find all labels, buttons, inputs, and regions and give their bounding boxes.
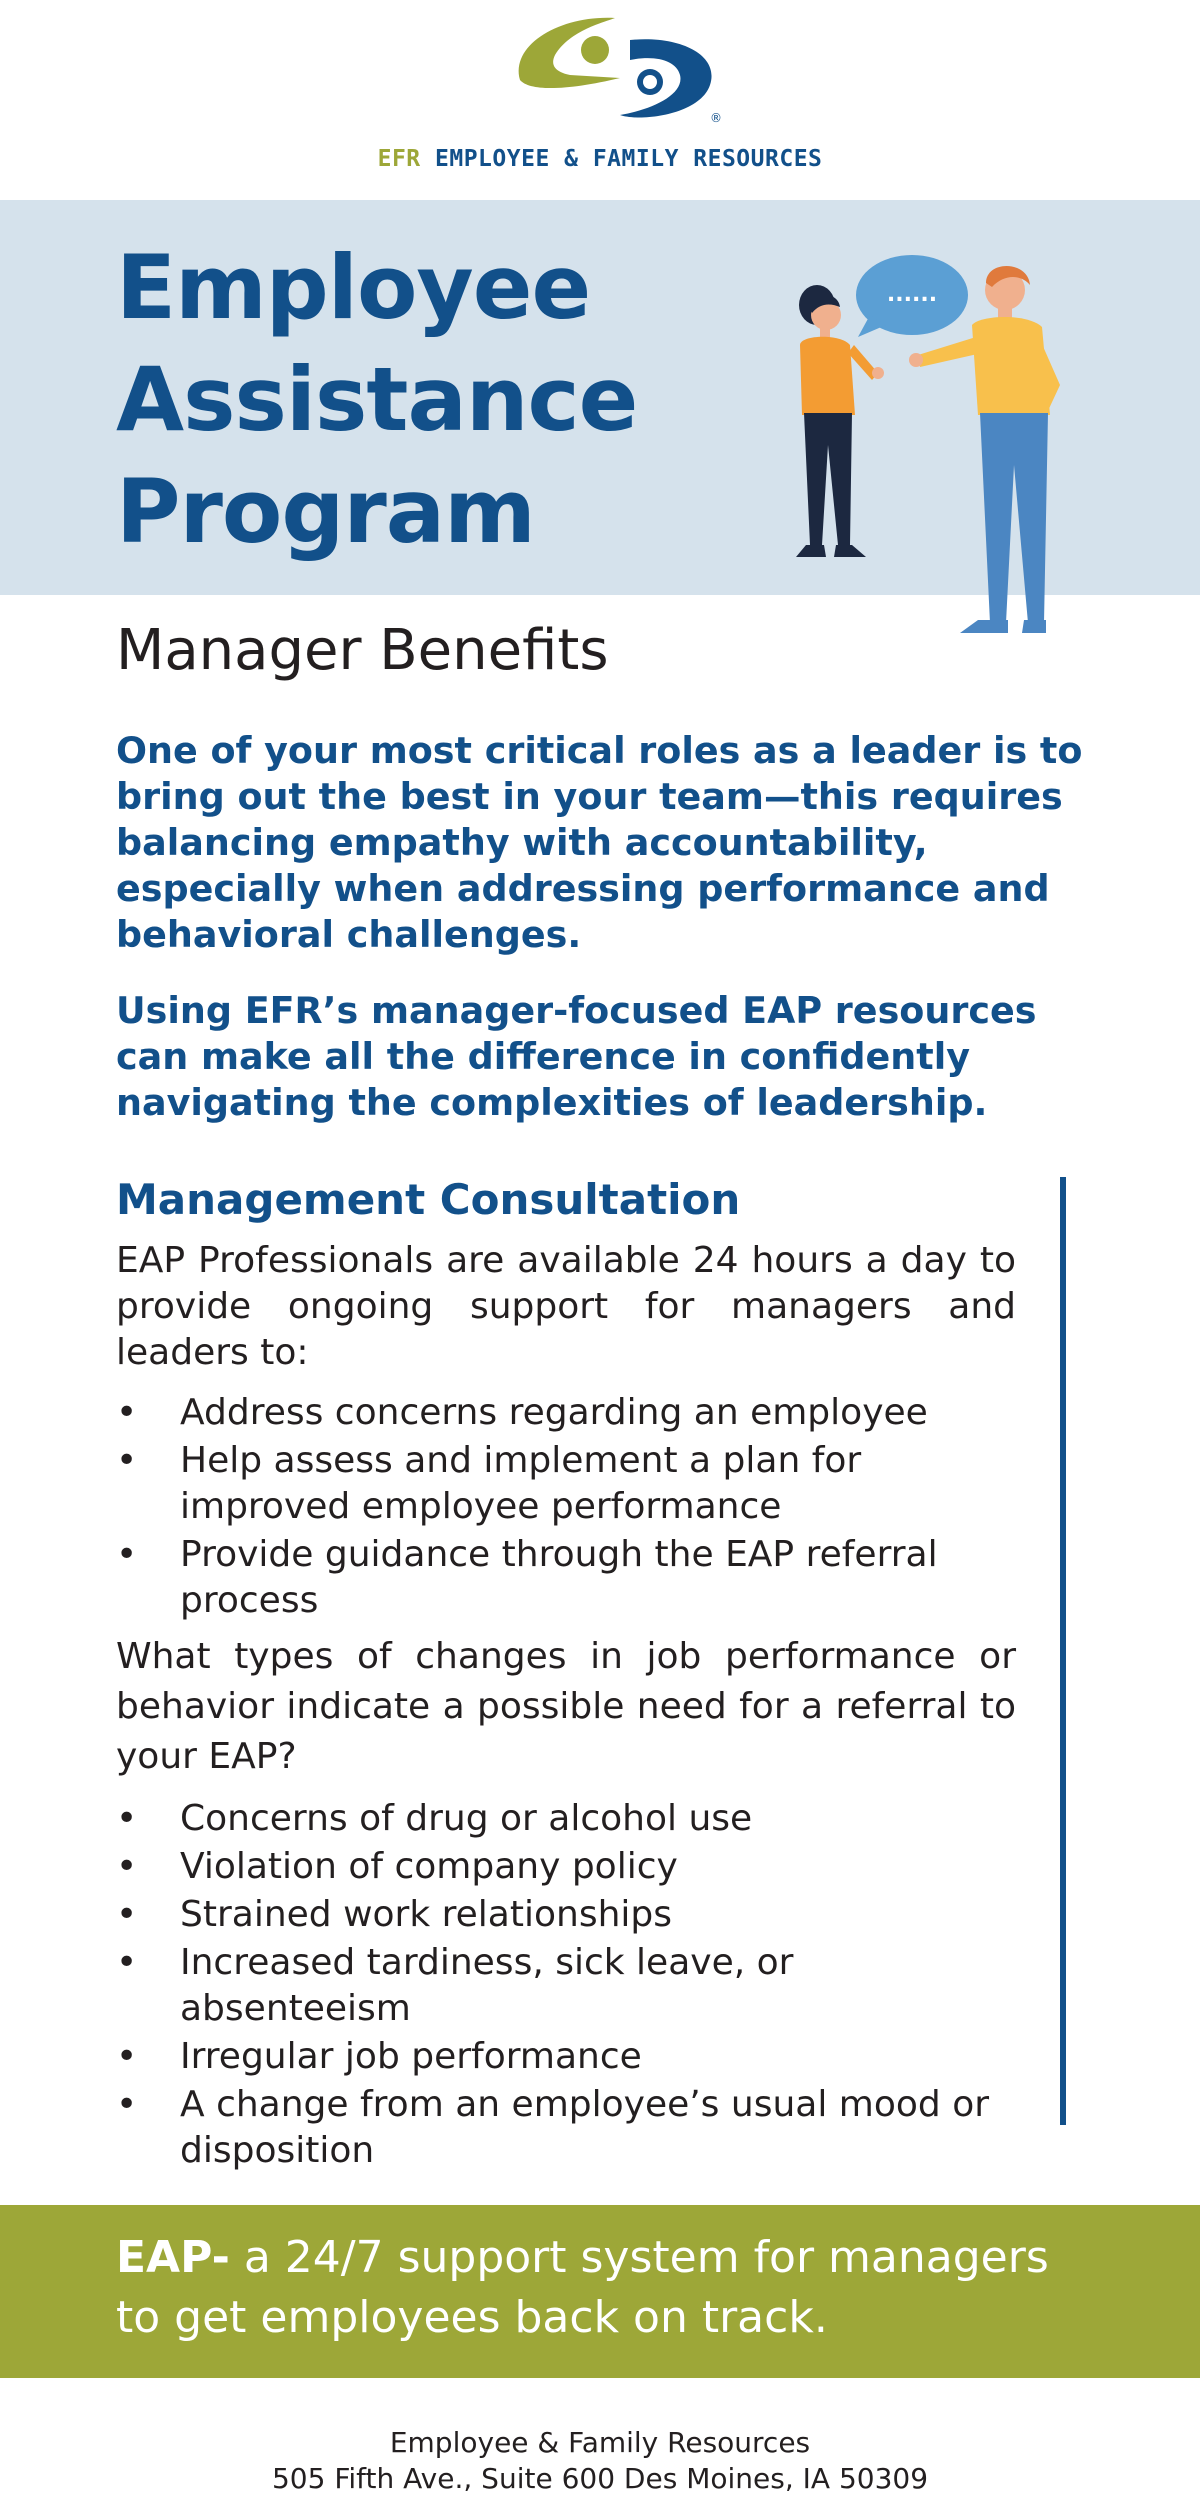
tagline-bold: EAP-: [116, 2232, 230, 2283]
title-line-1: Employee: [116, 236, 591, 339]
bullet-icon: •: [116, 2084, 138, 2125]
list-item: • Irregular job performance: [116, 2034, 1016, 2080]
bullet-icon: •: [116, 2036, 138, 2077]
logo-name: EMPLOYEE & FAMILY RESOURCES: [435, 146, 823, 172]
bullet-icon: •: [116, 1440, 138, 1481]
list-item: • Provide guidance through the EAP referral process: [116, 1534, 938, 1621]
speech-bubble-dots: ......: [886, 282, 938, 307]
efr-logo-icon: [510, 10, 720, 130]
list-item: • Concerns of drug or alcohol use: [116, 1796, 1016, 1842]
intro-paragraph-2: Using EFR’s manager-focused EAP resources can make all the difference in confidently navigating the complexities of leadership.: [116, 989, 1037, 1124]
section-title: Management Consultation: [116, 1175, 741, 1224]
list-item: • Address concerns regarding an employee: [116, 1390, 1016, 1436]
tagline-text: a 24/7 support system for managers to get employees back on track.: [116, 2232, 1049, 2343]
bullet-icon: •: [116, 1894, 138, 1935]
title-line-2: Assistance: [116, 348, 638, 451]
list-item: • Increased tardiness, sick leave, or absenteeism: [116, 1942, 794, 2029]
list-item: • A change from an employee’s usual mood or disposition: [116, 2084, 990, 2171]
section-divider-bar: [1060, 1177, 1066, 2125]
header: [0, 0, 1200, 200]
bullet-icon: •: [116, 1392, 138, 1433]
consultation-lead: EAP Professionals are available 24 hours a day to provide ongoing support for managers and leaders to:: [116, 1240, 1016, 1373]
list-item: • Violation of company policy: [116, 1844, 1016, 1890]
eap-tagline: [116, 2228, 1096, 2348]
section-subtitle: Manager Benefits: [116, 618, 609, 683]
title-line-3: Program: [116, 460, 535, 563]
bullet-icon: •: [116, 1798, 138, 1839]
bullet-icon: •: [116, 1846, 138, 1887]
referral-question: What types of changes in job performance or behavior indicate a possible need for a referral to your EAP?: [116, 1636, 1016, 1777]
footer: [0, 2425, 1200, 2497]
footer-address: 505 Fifth Ave., Suite 600 Des Moines, IA 50309: [271, 2462, 929, 2495]
management-consultation-section: [116, 1170, 1016, 2176]
two-people-talking-illustration: [760, 245, 1090, 645]
list-item: • Strained work relationships: [116, 1892, 1016, 1938]
support-list: [116, 1390, 1016, 1624]
list-item: • Help assess and implement a plan for improved employee performance: [116, 1440, 862, 1527]
signs-list: [116, 1796, 1016, 2174]
page-title: [116, 232, 736, 568]
logo-wordmark: [0, 146, 1200, 172]
registered-mark: ®: [710, 111, 722, 125]
logo-acronym: EFR: [377, 146, 421, 172]
footer-org: Employee & Family Resources: [389, 2426, 811, 2459]
bullet-icon: •: [116, 1534, 138, 1575]
intro-paragraph-1: One of your most critical roles as a leader is to bring out the best in your team—this requires balancing empathy with accountability, especially when addressing performance and behavioral challenges.: [116, 729, 1083, 956]
bullet-icon: •: [116, 1942, 138, 1983]
